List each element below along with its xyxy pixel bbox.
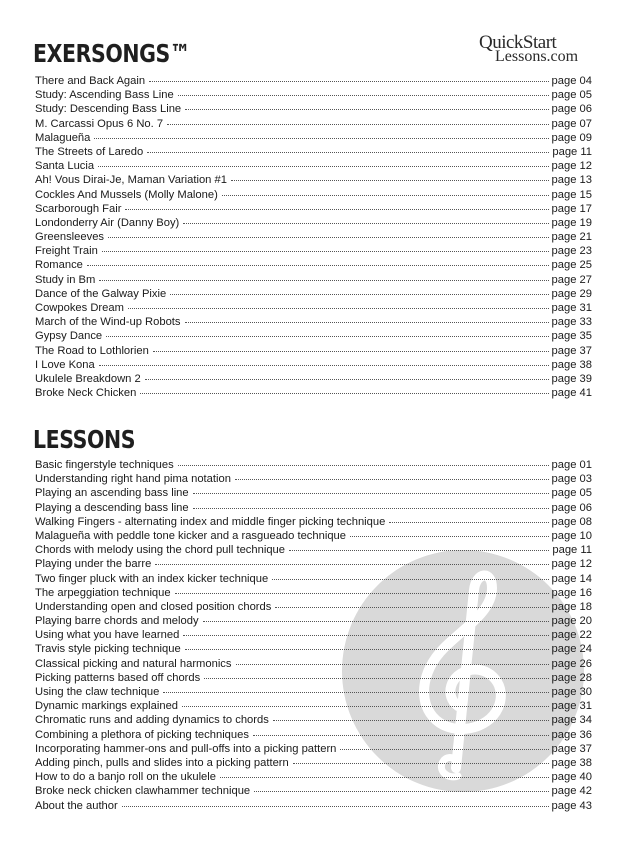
toc-entry-title: Playing barre chords and melody (35, 615, 199, 628)
toc-entry-title: Using what you have learned (35, 629, 180, 642)
toc-entry-title: Gypsy Dance (35, 330, 103, 343)
dot-leader (254, 791, 548, 792)
toc-entry-page: page 11 (552, 544, 592, 557)
toc-entry-title: Classical picking and natural harmonics (35, 657, 232, 670)
toc-entry-page: page 20 (551, 615, 592, 628)
toc-entry-page: page 09 (551, 131, 592, 144)
dot-leader (222, 195, 549, 196)
dot-leader (99, 280, 548, 281)
logo-line-1: QuickStart (479, 32, 557, 53)
toc-entry[interactable] (35, 458, 592, 472)
toc-entry[interactable] (35, 671, 592, 685)
toc-entry-page: page 25 (551, 259, 592, 272)
toc-entry-title: The arpeggiation technique (35, 586, 171, 599)
toc-entry[interactable] (35, 358, 592, 372)
toc-entry-page: page 34 (551, 714, 592, 727)
dot-leader (155, 564, 548, 565)
toc-entry-page: page 08 (551, 515, 592, 528)
dot-leader (108, 237, 549, 238)
dot-leader (102, 251, 549, 252)
toc-entry[interactable] (35, 784, 592, 798)
toc-entry[interactable] (35, 501, 592, 515)
toc-entry-page: page 15 (551, 188, 592, 201)
toc-entry-page: page 35 (551, 330, 592, 343)
toc-entry-page: page 26 (551, 657, 592, 670)
toc-entry-title: I Love Kona (35, 358, 95, 371)
dot-leader (340, 749, 548, 750)
toc-entry[interactable] (35, 117, 592, 131)
dot-leader (125, 209, 548, 210)
toc-entry-page: page 38 (551, 756, 592, 769)
dot-leader (193, 508, 549, 509)
toc-entry[interactable] (35, 657, 592, 671)
dot-leader (122, 806, 549, 807)
dot-leader (272, 579, 548, 580)
toc-entry-title: Broke Neck Chicken (35, 387, 137, 400)
toc-entry-page: page 22 (551, 629, 592, 642)
toc-entry[interactable] (35, 188, 592, 202)
toc-entry-title: Dynamic markings explained (35, 700, 179, 713)
toc-entry[interactable] (35, 273, 592, 287)
toc-entry[interactable] (35, 202, 592, 216)
toc-entry-page: page 16 (551, 586, 592, 599)
toc-entry-page: page 17 (551, 202, 592, 215)
toc-entry-title: Romance (35, 259, 83, 272)
exersongs-heading: EXERSONGS™ (33, 39, 190, 68)
dot-leader (170, 294, 548, 295)
toc-entry-title: How to do a banjo roll on the ukulele (35, 771, 216, 784)
toc-entry-title: Incorporating hammer-ons and pull-offs into a picking pattern (35, 742, 337, 755)
dot-leader (235, 479, 549, 480)
dot-leader (185, 109, 548, 110)
toc-entry[interactable] (35, 728, 592, 742)
dot-leader (182, 706, 549, 707)
toc-entry[interactable] (35, 699, 592, 713)
toc-entry-title: Malagueña with peddle tone kicker and a rasgueado technique (35, 529, 346, 542)
toc-entry-page: page 37 (551, 344, 592, 357)
toc-entry-title: Combining a plethora of picking techniques (35, 728, 249, 741)
toc-entry-page: page 10 (551, 529, 592, 542)
toc-entry[interactable] (35, 486, 592, 500)
toc-entry[interactable] (35, 258, 592, 272)
toc-entry-page: page 40 (551, 771, 592, 784)
toc-entry-page: page 13 (551, 174, 592, 187)
toc-entry-page: page 33 (551, 316, 592, 329)
dot-leader (204, 678, 548, 679)
toc-entry[interactable] (35, 102, 592, 116)
dot-leader (106, 336, 548, 337)
toc-entry[interactable] (35, 742, 592, 756)
toc-entry-title: Basic fingerstyle techniques (35, 459, 174, 471)
dot-leader (236, 664, 549, 665)
toc-entry[interactable] (35, 614, 592, 628)
dot-leader (149, 81, 548, 82)
toc-entry[interactable] (35, 586, 592, 600)
toc-entry[interactable] (35, 287, 592, 301)
toc-entry[interactable] (35, 770, 592, 784)
exersongs-list (35, 74, 592, 400)
lessons-list (35, 458, 592, 813)
toc-entry[interactable] (35, 472, 592, 486)
toc-entry-title: Freight Train (35, 245, 98, 258)
toc-entry-title: Broke neck chicken clawhammer technique (35, 785, 251, 798)
toc-entry[interactable] (35, 642, 592, 656)
dot-leader (163, 692, 548, 693)
dot-leader (253, 735, 549, 736)
toc-entry-title: Study: Ascending Bass Line (35, 89, 174, 102)
toc-entry[interactable] (35, 386, 592, 400)
toc-entry-title: Study: Descending Bass Line (35, 103, 182, 116)
toc-entry[interactable] (35, 329, 592, 343)
toc-entry[interactable] (35, 572, 592, 586)
dot-leader (140, 393, 548, 394)
toc-entry-page: page 36 (551, 728, 592, 741)
dot-leader (185, 322, 549, 323)
toc-entry-page: page 12 (551, 558, 592, 571)
toc-entry-title: There and Back Again (35, 75, 146, 87)
toc-entry[interactable] (35, 557, 592, 571)
dot-leader (275, 607, 548, 608)
toc-entry-page: page 06 (551, 103, 592, 116)
dot-leader (178, 95, 549, 96)
toc-entry-page: page 28 (551, 671, 592, 684)
quickstart-lessons-logo[interactable] (477, 32, 607, 66)
toc-entry[interactable] (35, 344, 592, 358)
toc-entry[interactable] (35, 756, 592, 770)
toc-entry-page: page 41 (551, 387, 592, 400)
toc-entry-title: Londonderry Air (Danny Boy) (35, 216, 180, 229)
dot-leader (87, 265, 549, 266)
toc-entry-title: Santa Lucia (35, 160, 95, 173)
toc-entry-page: page 31 (551, 700, 592, 713)
toc-entry-title: The Road to Lothlorien (35, 344, 149, 357)
toc-entry-title: Chords with melody using the chord pull technique (35, 544, 285, 557)
toc-entry[interactable] (35, 244, 592, 258)
toc-entry-title: The Streets of Laredo (35, 145, 144, 158)
dot-leader (145, 379, 549, 380)
dot-leader (175, 593, 549, 594)
logo-line-2: Lessons.com (495, 48, 579, 65)
toc-entry[interactable] (35, 799, 592, 813)
dot-leader (231, 180, 549, 181)
toc-entry-page: page 03 (551, 473, 592, 486)
toc-entry-page: page 38 (551, 358, 592, 371)
toc-entry-title: M. Carcassi Opus 6 No. 7 (35, 117, 164, 130)
toc-entry-title: Dance of the Galway Pixie (35, 287, 167, 300)
toc-entry-page: page 37 (551, 742, 592, 755)
toc-entry-title: Chromatic runs and adding dynamics to chords (35, 714, 269, 727)
toc-entry[interactable] (35, 88, 592, 102)
toc-entry-page: page 19 (551, 216, 592, 229)
toc-entry-title: Greensleeves (35, 231, 105, 244)
toc-entry-title: Scarborough Fair (35, 202, 122, 215)
toc-entry-page: page 43 (551, 799, 592, 812)
toc-entry-title: Using the claw technique (35, 686, 160, 698)
toc-entry-page: page 06 (551, 501, 592, 514)
dot-leader (289, 550, 549, 551)
toc-entry-page: page 39 (551, 372, 592, 385)
toc-entry-title: Cowpokes Dream (35, 302, 124, 314)
toc-entry-title: Playing under the barre (35, 558, 152, 571)
toc-entry-title: Picking patterns based off chords (35, 671, 201, 684)
dot-leader (203, 621, 549, 622)
toc-entry[interactable] (35, 173, 592, 187)
toc-entry-page: page 31 (551, 302, 592, 314)
toc-entry-title: Travis style picking technique (35, 643, 181, 656)
dot-leader (167, 124, 548, 125)
toc-entry-page: page 14 (551, 572, 592, 585)
dot-leader (389, 522, 548, 523)
dot-leader (128, 308, 549, 309)
toc-entry[interactable] (35, 216, 592, 230)
dot-leader (193, 493, 549, 494)
toc-entry[interactable] (35, 685, 592, 699)
toc-entry[interactable] (35, 74, 592, 88)
toc-entry-page: page 05 (551, 89, 592, 102)
toc-entry-title: Playing an ascending bass line (35, 487, 189, 500)
toc-entry-page: page 04 (551, 75, 592, 87)
toc-entry[interactable] (35, 230, 592, 244)
toc-entry-page: page 05 (551, 487, 592, 500)
dot-leader (350, 536, 549, 537)
toc-entry-page: page 23 (551, 245, 592, 258)
toc-entry-title: Study in Bm (35, 273, 96, 286)
toc-entry-page: page 21 (551, 231, 592, 244)
toc-entry-title: Playing a descending bass line (35, 501, 189, 514)
dot-leader (99, 365, 549, 366)
toc-entry-page: page 30 (551, 686, 592, 698)
toc-entry[interactable] (35, 131, 592, 145)
toc-entry-title: Understanding right hand pima notation (35, 473, 231, 486)
toc-entry-title: Two finger pluck with an index kicker technique (35, 572, 269, 585)
toc-entry-title: About the author (35, 799, 118, 812)
toc-entry-title: March of the Wind-up Robots (35, 316, 181, 329)
dot-leader (98, 166, 548, 167)
dot-leader (293, 763, 549, 764)
toc-entry-page: page 29 (551, 287, 592, 300)
dot-leader (147, 152, 549, 153)
toc-entry-title: Understanding open and closed position chords (35, 600, 272, 613)
dot-leader (273, 720, 549, 721)
toc-entry[interactable] (35, 301, 592, 315)
toc-entry-page: page 24 (551, 643, 592, 656)
toc-entry-title: Ukulele Breakdown 2 (35, 372, 141, 385)
toc-entry[interactable] (35, 372, 592, 386)
toc-entry-title: Ah! Vous Dirai-Je, Maman Variation #1 (35, 174, 227, 187)
dot-leader (153, 351, 549, 352)
toc-entry[interactable] (35, 315, 592, 329)
toc-entry-page: page 18 (551, 600, 592, 613)
dot-leader (220, 777, 549, 778)
toc-entry[interactable] (35, 543, 592, 557)
toc-entry[interactable] (35, 713, 592, 727)
toc-entry-title: Walking Fingers - alternating index and middle finger picking technique (35, 515, 386, 528)
dot-leader (185, 649, 549, 650)
toc-entry[interactable] (35, 515, 592, 529)
toc-entry-page: page 12 (551, 160, 592, 173)
dot-leader (94, 138, 548, 139)
toc-entry[interactable] (35, 159, 592, 173)
toc-entry-title: Malagueña (35, 131, 91, 144)
dot-leader (183, 635, 548, 636)
toc-entry-page: page 11 (552, 145, 592, 158)
toc-entry-page: page 27 (551, 273, 592, 286)
dot-leader (178, 465, 549, 466)
lessons-heading: LESSONS (33, 425, 136, 454)
toc-entry-page: page 07 (551, 117, 592, 130)
toc-entry-title: Cockles And Mussels (Molly Malone) (35, 188, 218, 201)
toc-entry[interactable] (35, 600, 592, 614)
toc-entry[interactable] (35, 529, 592, 543)
dot-leader (183, 223, 548, 224)
toc-entry-page: page 01 (551, 459, 592, 471)
toc-entry-title: Adding pinch, pulls and slides into a picking pattern (35, 756, 289, 769)
toc-entry-page: page 42 (551, 785, 592, 798)
toc-entry[interactable] (35, 145, 592, 159)
toc-entry[interactable] (35, 628, 592, 642)
